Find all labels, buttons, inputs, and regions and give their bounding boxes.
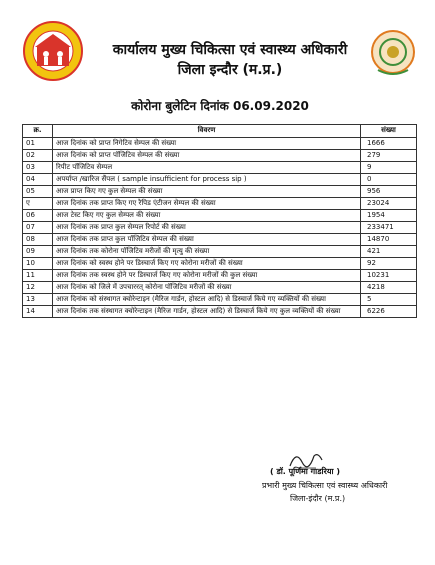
bulletin-title: कोरोना बुलेटिन दिनांक 06.09.2020 — [131, 99, 309, 113]
table-row — [23, 186, 417, 198]
row-count: 4218 — [361, 282, 417, 294]
table-header-row — [23, 125, 417, 138]
row-count: 279 — [361, 150, 417, 162]
table-row — [23, 150, 417, 162]
row-count: 1954 — [361, 210, 417, 222]
table-row — [23, 222, 417, 234]
table-row — [23, 174, 417, 186]
col-header-count: संख्या — [361, 125, 417, 138]
mp-govt-emblem — [370, 28, 416, 78]
bulletin-table — [22, 124, 417, 318]
row-description: आज दिनांक तक कोरोना पॉजिटिव मरीजों की मृत्यु की संख्या — [53, 246, 361, 258]
row-description: आज दिनांक को प्राप्त निगेटिव सेम्पल की संख्या — [53, 138, 361, 150]
row-serial: 14 — [23, 306, 53, 318]
table-row — [23, 138, 417, 150]
row-count: 1666 — [361, 138, 417, 150]
row-count: 10231 — [361, 270, 417, 282]
office-district: जिला इन्दौर (म.प्र.) — [177, 62, 283, 78]
signatory-place: जिला-इंदौर (म.प्र.) — [290, 494, 346, 503]
row-serial: 06 — [23, 210, 53, 222]
row-count: 233471 — [361, 222, 417, 234]
col-header-serial: क्र. — [23, 125, 53, 138]
row-count: 14870 — [361, 234, 417, 246]
row-serial: 02 — [23, 150, 53, 162]
row-count: 9 — [361, 162, 417, 174]
office-title: कार्यालय मुख्य चिकित्सा एवं स्वास्थ्य अधिकारी — [112, 42, 348, 58]
row-count: 421 — [361, 246, 417, 258]
row-description: आज दिनांक को प्राप्त पॉजिटिव सेम्पल की संख्या — [53, 150, 361, 162]
row-description: आज दिनांक तक प्राप्त कुल सेम्पल रिपोर्ट की संख्या — [53, 222, 361, 234]
row-description: आज दिनांक को जिले में उपचाररत् कोरोना पॉजिटिव मरीजों की संख्या — [53, 282, 361, 294]
table-row — [23, 246, 417, 258]
row-description: आज दिनांक तक प्राप्त कुल पॉजिटिव सेम्पल की संख्या — [53, 234, 361, 246]
table-row — [23, 270, 417, 282]
row-count: 0 — [361, 174, 417, 186]
row-serial: 07 — [23, 222, 53, 234]
table-row — [23, 294, 417, 306]
row-description: आज दिनांक को संस्थागत क्वोरेन्टाइन (मैरिज गार्डन, होस्टल आदि) से डिस्चार्ज किये गए व्यक्तियों की संख्या — [53, 294, 361, 306]
row-count: 5 — [361, 294, 417, 306]
table-row — [23, 306, 417, 318]
row-count: 23024 — [361, 198, 417, 210]
table-row — [23, 282, 417, 294]
row-serial: 05 — [23, 186, 53, 198]
row-count: 956 — [361, 186, 417, 198]
table-row — [23, 258, 417, 270]
row-description: आज टेस्ट किए गए कुल सेम्पल की संख्या — [53, 210, 361, 222]
row-description: आज दिनांक तक स्वस्थ होने पर डिस्चार्ज किए गए कोरोना मरीजों की कुल संख्या — [53, 270, 361, 282]
row-serial: 11 — [23, 270, 53, 282]
row-count: 92 — [361, 258, 417, 270]
health-dept-logo — [22, 20, 84, 82]
table-row — [23, 198, 417, 210]
row-serial: 10 — [23, 258, 53, 270]
table-row — [23, 234, 417, 246]
row-serial: 09 — [23, 246, 53, 258]
row-description: अपर्याप्त /खारिज सैंपल ( sample insufficient for process sip ) — [53, 174, 361, 186]
row-serial: ए — [23, 198, 53, 210]
row-description: आज दिनांक तक संस्थागत क्वोरेन्टाइन (मैरिज गार्डन, होस्टल आदि) से डिस्चार्ज किये गए कुल व्यक्तियों की संख्या — [53, 306, 361, 318]
row-serial: 04 — [23, 174, 53, 186]
row-serial: 08 — [23, 234, 53, 246]
row-description: आज दिनांक तक प्राप्त किए गए रैपिड एंटीजन सेम्पल की संख्या — [53, 198, 361, 210]
col-header-description: विवरण — [53, 125, 361, 138]
row-serial: 13 — [23, 294, 53, 306]
row-description: रिपीट पॉजिटिव सेम्पल — [53, 162, 361, 174]
row-serial: 03 — [23, 162, 53, 174]
signatory-name: ( डॉ. पूर्णिमा गाडरिया ) — [270, 467, 341, 476]
row-description: आज प्राप्त किए गए कुल सेम्पल की संख्या — [53, 186, 361, 198]
row-serial: 12 — [23, 282, 53, 294]
table-row — [23, 210, 417, 222]
row-serial: 01 — [23, 138, 53, 150]
table-row — [23, 162, 417, 174]
row-description: आज दिनांक को स्वस्थ होने पर डिस्चार्ज किए गए कोरोना मरीजों की संख्या — [53, 258, 361, 270]
signatory-designation: प्रभारी मुख्य चिकित्सा एवं स्वास्थ्य अधिकारी — [262, 481, 388, 490]
row-count: 6226 — [361, 306, 417, 318]
